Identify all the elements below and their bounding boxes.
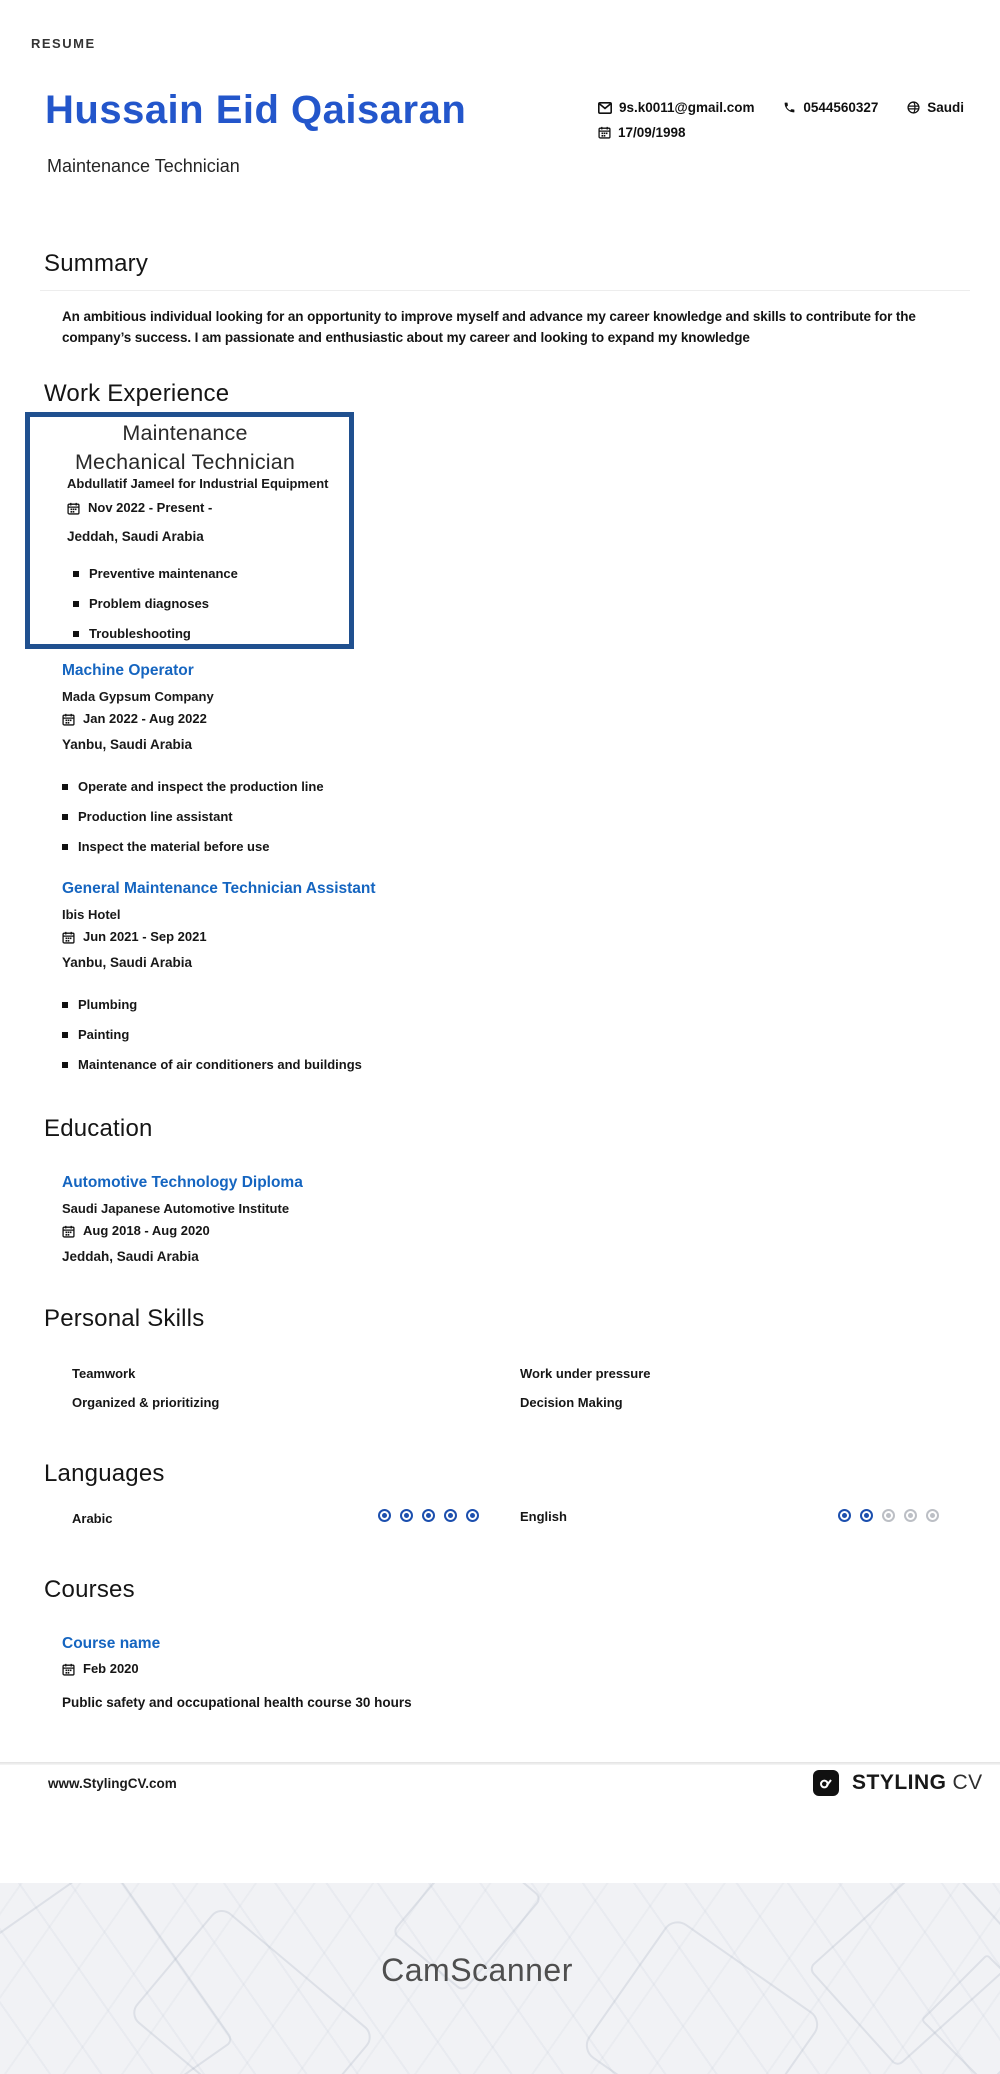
bullet-square-icon [73, 571, 79, 577]
bullet-item [62, 809, 324, 825]
calendar-icon [62, 713, 75, 726]
course-entry [62, 1634, 412, 1710]
level-dot-filled [400, 1509, 413, 1522]
job-bullets [62, 997, 376, 1073]
footer-divider [0, 1762, 1000, 1765]
education-school: Saudi Japanese Automotive Institute [62, 1201, 290, 1216]
brand-text-cv: CV [952, 1771, 983, 1794]
stylingcv-brand [813, 1770, 983, 1796]
job-dates [67, 500, 212, 516]
calendar-icon [67, 502, 80, 515]
bullet-item [73, 626, 238, 642]
bullet-square-icon [73, 601, 79, 607]
education-dates-text: Aug 2018 - Aug 2020 [83, 1223, 210, 1238]
level-dot-empty [882, 1509, 895, 1522]
bullet-text: Preventive maintenance [89, 566, 238, 581]
level-dot-empty [904, 1509, 917, 1522]
candidate-name: Hussain Eid Qaisaran [45, 88, 467, 132]
bullet-text: Plumbing [78, 997, 138, 1012]
bullet-item [62, 779, 324, 795]
job-bullets [73, 566, 238, 642]
resume-label: RESUME [31, 36, 96, 51]
contact-email-text: 9s.k0011@gmail.com [619, 100, 755, 115]
bullet-item [62, 1057, 376, 1073]
job-dates [62, 711, 324, 727]
stylingcv-logo-icon [813, 1770, 839, 1796]
course-name: Course name [62, 1635, 161, 1652]
job-location: Yanbu, Saudi Arabia [62, 955, 193, 970]
calendar-icon [598, 126, 611, 139]
level-dot-filled [444, 1509, 457, 1522]
bullet-item [62, 1027, 376, 1043]
contact-birthdate-text: 17/09/1998 [618, 125, 686, 140]
globe-icon [907, 101, 920, 114]
job-company: Abdullatif Jameel for Industrial Equipment [67, 476, 329, 491]
level-dot-filled [378, 1509, 391, 1522]
candidate-job-title: Maintenance Technician [47, 156, 240, 176]
level-dot-filled [422, 1509, 435, 1522]
bullet-square-icon [62, 1062, 68, 1068]
job-title-line-1: Maintenance [122, 421, 248, 445]
bullet-text: Problem diagnoses [89, 596, 209, 611]
phone-icon [783, 101, 796, 114]
bullet-square-icon [62, 784, 68, 790]
summary-text: An ambitious individual looking for an opportunity to improve myself and advance my career knowledge and skills to contribute for the company’s success. I am passionate and enthusiastic about my career and looking to expand my knowledge [62, 309, 916, 345]
language-level-dots [378, 1509, 479, 1522]
bullet-text: Inspect the material before use [78, 839, 270, 854]
bullet-item [73, 596, 238, 612]
calendar-icon [62, 1225, 75, 1238]
bullet-text: Operate and inspect the production line [78, 779, 324, 794]
bullet-square-icon [62, 1032, 68, 1038]
job-title-line-2: Mechanical Technician [74, 450, 296, 474]
course-dates [62, 1661, 412, 1677]
contact-phone [783, 100, 878, 115]
level-dot-empty [926, 1509, 939, 1522]
bullet-item [62, 839, 324, 855]
section-heading-summary: Summary [44, 250, 149, 277]
website-url: www.StylingCV.com [48, 1776, 177, 1791]
job-dates [62, 929, 376, 945]
language-name: English [520, 1509, 567, 1524]
course-description: Public safety and occupational health course 30 hours [62, 1695, 412, 1710]
job-location: Yanbu, Saudi Arabia [62, 737, 193, 752]
skill-item: Decision Making [520, 1395, 623, 1410]
job-dates-text: Nov 2022 - Present - [88, 500, 213, 515]
contact-email [598, 100, 755, 115]
contact-nationality [907, 100, 964, 115]
job-title [40, 419, 330, 477]
summary-divider [40, 290, 970, 291]
contact-row-1 [598, 100, 964, 115]
job-title: General Maintenance Technician Assistant [62, 880, 376, 897]
education-entry [62, 1173, 303, 1265]
contact-row-2 [598, 125, 964, 140]
highlight-box-job-1 [25, 412, 354, 649]
camscanner-watermark: CamScanner [381, 1952, 573, 1988]
skill-item: Teamwork [72, 1366, 136, 1381]
calendar-icon [62, 1663, 75, 1676]
bullet-item [73, 566, 238, 582]
job-location: Jeddah, Saudi Arabia [67, 529, 204, 544]
contact-block [598, 100, 964, 140]
education-location: Jeddah, Saudi Arabia [62, 1249, 199, 1264]
language-name: Arabic [72, 1511, 113, 1526]
job-entry [62, 879, 376, 1073]
contact-birthdate [598, 125, 686, 140]
course-dates-text: Feb 2020 [83, 1661, 139, 1676]
bullet-item [62, 997, 376, 1013]
education-dates [62, 1223, 303, 1239]
section-heading-personal-skills: Personal Skills [44, 1305, 205, 1332]
calendar-icon [62, 931, 75, 944]
job-bullets [62, 779, 324, 855]
language-level-dots [838, 1509, 939, 1522]
bullet-text: Troubleshooting [89, 626, 191, 641]
skills-grid [72, 1366, 651, 1410]
bullet-text: Maintenance of air conditioners and buildings [78, 1057, 362, 1072]
bullet-square-icon [62, 814, 68, 820]
doodle-shape [580, 1915, 825, 2074]
section-heading-work-experience: Work Experience [44, 380, 230, 407]
bullet-square-icon [62, 844, 68, 850]
contact-nationality-text: Saudi [927, 100, 964, 115]
bullet-text: Painting [78, 1027, 130, 1042]
section-heading-education: Education [44, 1115, 153, 1142]
section-heading-courses: Courses [44, 1576, 135, 1603]
brand-text [852, 1771, 983, 1795]
level-dot-filled [466, 1509, 479, 1522]
job-title: Machine Operator [62, 662, 194, 679]
contact-phone-text: 0544560327 [803, 100, 879, 115]
job-dates-text: Jun 2021 - Sep 2021 [83, 929, 207, 944]
level-dot-filled [860, 1509, 873, 1522]
job-entry [62, 661, 324, 855]
job-company: Mada Gypsum Company [62, 689, 214, 704]
email-icon [598, 102, 612, 114]
bullet-text: Production line assistant [78, 809, 233, 824]
education-degree: Automotive Technology Diploma [62, 1174, 303, 1191]
skill-item: Work under pressure [520, 1366, 651, 1381]
job-company: Ibis Hotel [62, 907, 121, 922]
section-heading-languages: Languages [44, 1460, 165, 1487]
brand-text-styling: STYLING [852, 1771, 947, 1794]
job-dates-text: Jan 2022 - Aug 2022 [83, 711, 207, 726]
bullet-square-icon [73, 631, 79, 637]
level-dot-filled [838, 1509, 851, 1522]
bullet-square-icon [62, 1002, 68, 1008]
skill-item: Organized & prioritizing [72, 1395, 220, 1410]
